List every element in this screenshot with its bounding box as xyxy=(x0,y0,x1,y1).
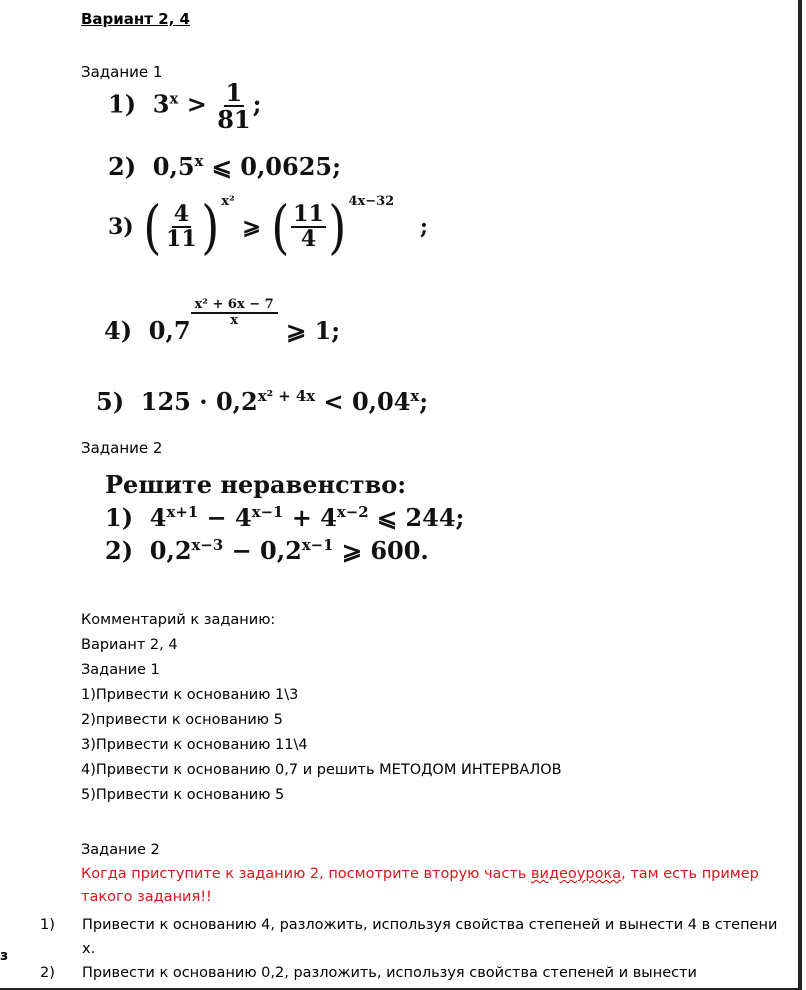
task1-item2: 2) 0,5$^x$ ⩽ 0,0625; xyxy=(108,152,341,181)
edge-mark: з xyxy=(0,948,9,964)
red-hint: Когда приступите к заданию 2, посмотрите вторую часть видеоурока, там есть пример такого задания!! xyxy=(81,866,759,905)
task1-item4: 4) 0,7 $\frac{\text{x² + 6x − 7}}{x}$ ⩾ 1; xyxy=(104,297,341,345)
comment-step: 3)Привести к основанию 11\4 xyxy=(81,737,308,753)
comment-step: 2)привести к основанию 5 xyxy=(81,712,283,728)
comment-task1: Задание 1 xyxy=(81,662,160,678)
task1-item1: 1) 3$^x$ > $\frac{1}{81}$ ; xyxy=(108,78,262,135)
comment-step: 4)Привести к основанию 0,7 и решить МЕТОДОМ ИНТЕРВАЛОВ xyxy=(81,762,562,778)
task2-item1: 1) $4^{x+1} - 4^{x-1} + 4^{x-2}$ ⩽ 244; xyxy=(105,503,465,532)
comment-task2-label: Задание 2 xyxy=(81,842,160,858)
task1-item3: 3) ( $\frac{4}{11}$ ) $^{x^2}$ ⩾ ( $\frac{11}{4}$ ) $^{4x-32}$ ; xyxy=(108,193,429,261)
numbered-list xyxy=(40,913,790,985)
comment-block xyxy=(81,608,562,808)
task1-label: Задание 1 xyxy=(81,63,163,81)
comment-variant: Вариант 2, 4 xyxy=(81,637,178,653)
comment-title: Комментарий к заданию: xyxy=(81,612,276,628)
task2-item2: 2) $0,2^{x-3} - 0,2^{x-1}$ ⩾ 600. xyxy=(105,536,429,565)
list-item: 2) Привести к основанию 0,2, разложить, используя свойства степеней и вынести xyxy=(40,965,697,981)
comment-step: 5)Привести к основанию 5 xyxy=(81,787,285,803)
comment-task2-block xyxy=(81,838,786,909)
task1-item5: 5) $125 \cdot 0,2^{x^2 + 4x} < 0,04^x$; xyxy=(96,387,429,416)
task2-title: Решите неравенство: xyxy=(105,470,407,499)
task2-label: Задание 2 xyxy=(81,439,163,457)
comment-step: 1)Привести к основанию 1\3 xyxy=(81,687,299,703)
list-item: 1) Привести к основанию 4, разложить, используя свойства степеней и вынести 4 в степени х. xyxy=(40,917,778,957)
variant-heading: Вариант 2, 4 xyxy=(81,10,190,28)
spellcheck-word: видеоурока xyxy=(531,866,622,882)
